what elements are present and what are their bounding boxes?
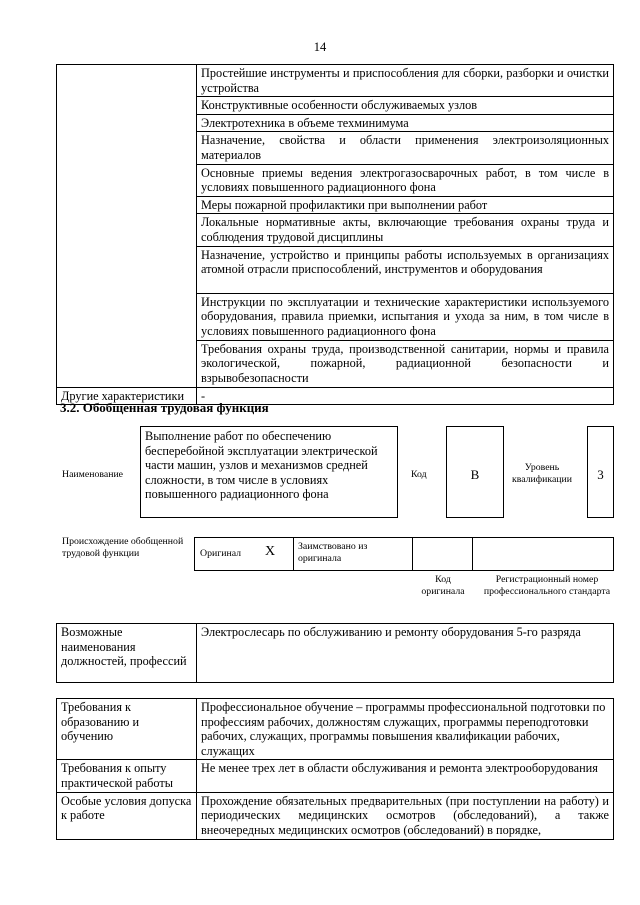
level-label: Уровень квалификации	[511, 462, 573, 485]
knowledge-item: Локальные нормативные акты, включающие требования охраны труда и соблюдения трудовой дисциплины	[197, 214, 614, 246]
divider	[472, 537, 473, 571]
positions-label: Возможные наименования должностей, профессий	[57, 624, 197, 683]
table-row	[57, 792, 614, 839]
borrowed-label: Заимствовано из оригинала	[298, 541, 368, 564]
knowledge-item: Требования охраны труда, производственной санитарии, нормы и правила экологической, пожарной, радиационной безопасности и взрывобезопасности	[197, 340, 614, 387]
code-label: Код	[411, 469, 427, 480]
requirements-table	[56, 698, 614, 840]
code-original-caption: Код оригинала	[421, 574, 465, 597]
requirement-label: Особые условия допуска к работе	[57, 792, 197, 839]
knowledge-item: Инструкции по эксплуатации и технические характеристики используемого оборудования, правила приемки, испытания и ухода за ним, в том числе в условиях повышенного радиационного фона	[197, 293, 614, 340]
requirement-value: Не менее трех лет в области обслуживания и ремонта электрооборудования	[197, 760, 614, 792]
code-value: B	[446, 426, 504, 518]
knowledge-item: Основные приемы ведения электрогазосварочных работ, в том числе в условиях повышенного радиационного фона	[197, 164, 614, 196]
table-row	[57, 699, 614, 760]
section-title: 3.2. Обобщенная трудовая функция	[60, 400, 269, 415]
origin-label: Происхождение обобщенной трудовой функции	[62, 536, 184, 559]
knowledge-item: Назначение, свойства и области применения электроизоляционных материалов	[197, 132, 614, 164]
knowledge-item: Назначение, устройство и принципы работы используемых в организациях атомной отрасли приспособлений, инструментов и оборудования	[197, 246, 614, 293]
knowledge-item: Электротехника в объеме техминимума	[197, 114, 614, 132]
table-row	[57, 624, 614, 683]
function-name: Выполнение работ по обеспечению бесперебойной эксплуатации электрической части машин, узлов и механизмов средней сложности, в том числе в условиях повышенного радиационного фона	[140, 426, 398, 518]
knowledge-item: Конструктивные особенности обслуживаемых узлов	[197, 97, 614, 115]
name-label: Наименование	[62, 469, 124, 480]
knowledge-item: Меры пожарной профилактики при выполнении работ	[197, 196, 614, 214]
reg-number-caption: Регистрационный номер профессионального стандарта	[483, 574, 611, 597]
requirement-label: Требования к опыту практической работы	[57, 760, 197, 792]
other-characteristics-value: -	[197, 387, 614, 405]
positions-table	[56, 623, 614, 683]
divider	[412, 537, 413, 571]
knowledge-item: Простейшие инструменты и приспособления для сборки, разборки и очистки устройства	[197, 65, 614, 97]
empty-label-cell	[57, 65, 197, 388]
original-label: Оригинал	[200, 548, 242, 559]
knowledge-table	[56, 64, 614, 405]
requirement-label: Требования к образованию и обучению	[57, 699, 197, 760]
divider	[293, 537, 294, 571]
requirement-value: Прохождение обязательных предварительных (при поступлении на работу) и периодических медицинских осмотров (обследований), а также внеочередных медицинских осмотров (обследований) в порядке,	[197, 792, 614, 839]
table-row	[57, 65, 614, 97]
requirement-value: Профессиональное обучение – программы профессиональной подготовки по профессиям рабочих, должностям служащих, программы переподготовки рабочих, служащих, программы повышения квалификации рабочих, служащих	[197, 699, 614, 760]
page-number: 14	[313, 40, 327, 54]
positions-value: Электрослесарь по обслуживанию и ремонту оборудования 5-го разряда	[197, 624, 614, 683]
other-characteristics-label: Другие характеристики	[57, 387, 197, 405]
table-row	[57, 760, 614, 792]
level-value: 3	[587, 426, 614, 518]
original-mark: X	[265, 544, 276, 559]
